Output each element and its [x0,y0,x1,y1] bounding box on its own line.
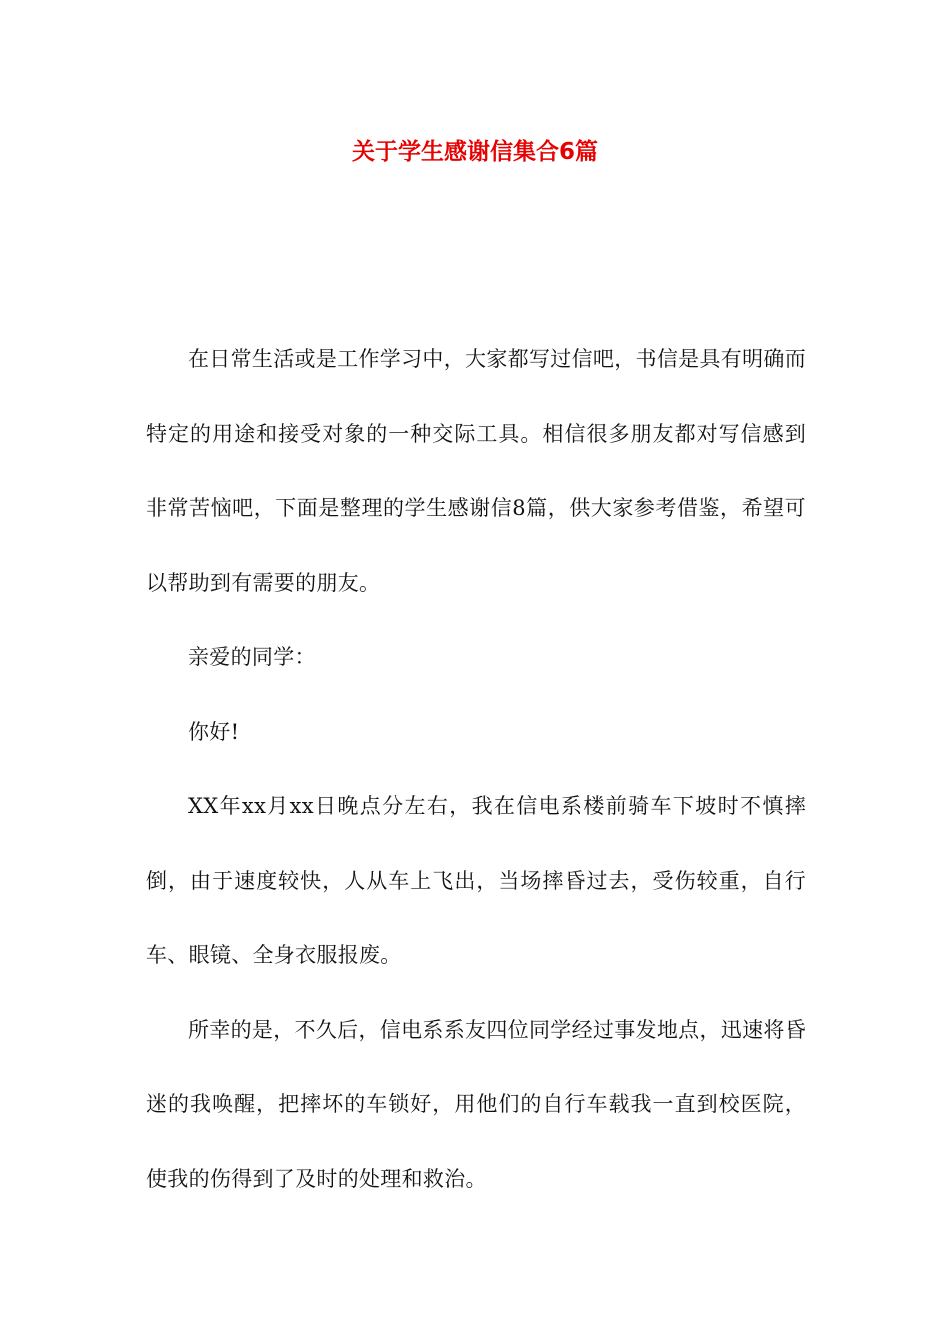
document-body [146,322,806,1216]
paragraph-salutation: 亲爱的同学： [188,645,316,669]
paragraph-greeting: 你好! [188,719,240,744]
paragraph-intro: 在日常生活或是工作学习中，大家都写过信吧，书信是具有明确而特定的用途和接受对象的一种交际工具。相信很多朋友都对写信感到非常苦恼吧，下面是整理的学生感谢信8篇，供大家参考借鉴，希望可以帮助到有需要的朋友。 [146,347,806,595]
paragraph-rescue: 所幸的是，不久后，信电系系友四位同学经过事发地点，迅速将昏迷的我唤醒，把摔坏的车锁好，用他们的自行车载我一直到校医院，使我的伤得到了及时的处理和救治。 [146,1017,806,1191]
document-title: 关于学生感谢信集合6篇 [351,139,598,165]
paragraph-incident: XX年xx月xx日晚点分左右，我在信电系楼前骑车下坡时不慎摔倒，由于速度较快，人从车上飞出，当场摔昏过去，受伤较重，自行车、眼镜、全身衣服报废。 [146,794,806,967]
